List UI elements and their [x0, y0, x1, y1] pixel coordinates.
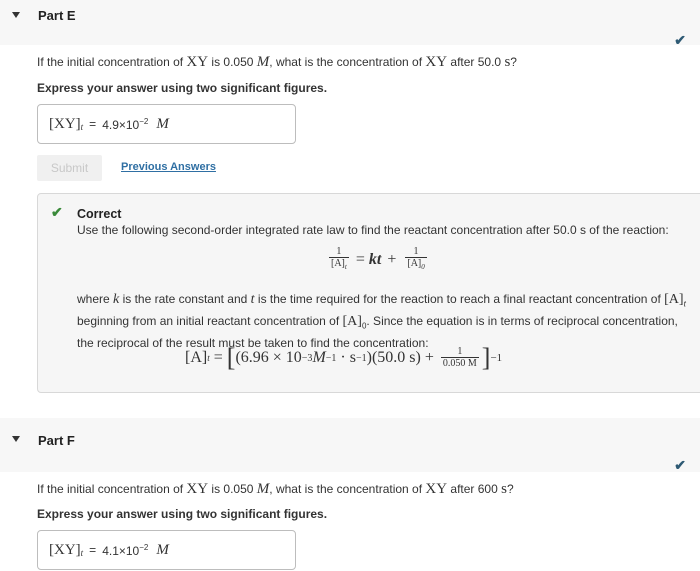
- concentration-equation: [A] t = [ (6.96 × 10 −3 M −1 · s −1 ) (50.0 s) + $\frac{1}{0.050 M}$ ] −1: [185, 343, 503, 372]
- rate-law-equation: $\frac{1}{[A]_t}$ = kt + $\frac{1}{[A]_0}$: [331, 246, 425, 271]
- feedback-panel: [37, 193, 700, 393]
- collapse-caret-icon[interactable]: [12, 436, 20, 442]
- part-e-answer-field[interactable]: $[XY]_t$ = $4.9\times 10^{-2}$ M: [37, 104, 296, 144]
- part-e-complete-checkmark-icon: ✔: [674, 32, 686, 48]
- part-f-answer-field[interactable]: $[XY]_t$ = $4.1\times 10^{-2}$ M: [37, 530, 296, 570]
- part-f-instruction: Express your answer using two significant figures.: [37, 507, 328, 521]
- collapse-caret-icon[interactable]: [12, 12, 20, 18]
- part-f-header[interactable]: [0, 418, 700, 472]
- part-f-complete-checkmark-icon: ✔: [674, 457, 686, 473]
- part-e-title: Part E: [38, 8, 76, 23]
- part-e-question: If the initial concentration of XY is 0.050 M, what is the concentration of XY after 50.0 s?: [37, 54, 517, 70]
- part-f-question: If the initial concentration of XY is 0.050 M, what is the concentration of XY after 600 s?: [37, 481, 514, 497]
- part-f-title: Part F: [38, 433, 75, 448]
- part-e-instruction: Express your answer using two significant figures.: [37, 81, 328, 95]
- answer-value: $4.9\times 10^{-2}$: [102, 116, 149, 132]
- submit-button[interactable]: Submit: [37, 155, 102, 181]
- answer-value: $4.1\times 10^{-2}$: [102, 542, 149, 558]
- feedback-explanation: where k is the rate constant and t is the time required for the reaction to reach a final reactant concentration of $[A]_t$ beginning from an initial reactant concentration of $[A]_0$. Since the equation is in terms of reciprocal concentration, the reciprocal of the result must be taken to find the concentration:: [77, 292, 686, 350]
- answer-label: $[XY]_t$: [49, 115, 84, 132]
- previous-answers-link[interactable]: Previous Answers: [121, 161, 216, 173]
- feedback-status: Correct: [77, 207, 122, 221]
- part-e-header[interactable]: [0, 0, 700, 45]
- feedback-intro: Use the following second-order integrated rate law to find the reactant concentration after 50.0 s of the reaction:: [77, 223, 669, 237]
- correct-checkmark-icon: ✔: [51, 204, 63, 220]
- answer-label: $[XY]_t$: [49, 541, 84, 558]
